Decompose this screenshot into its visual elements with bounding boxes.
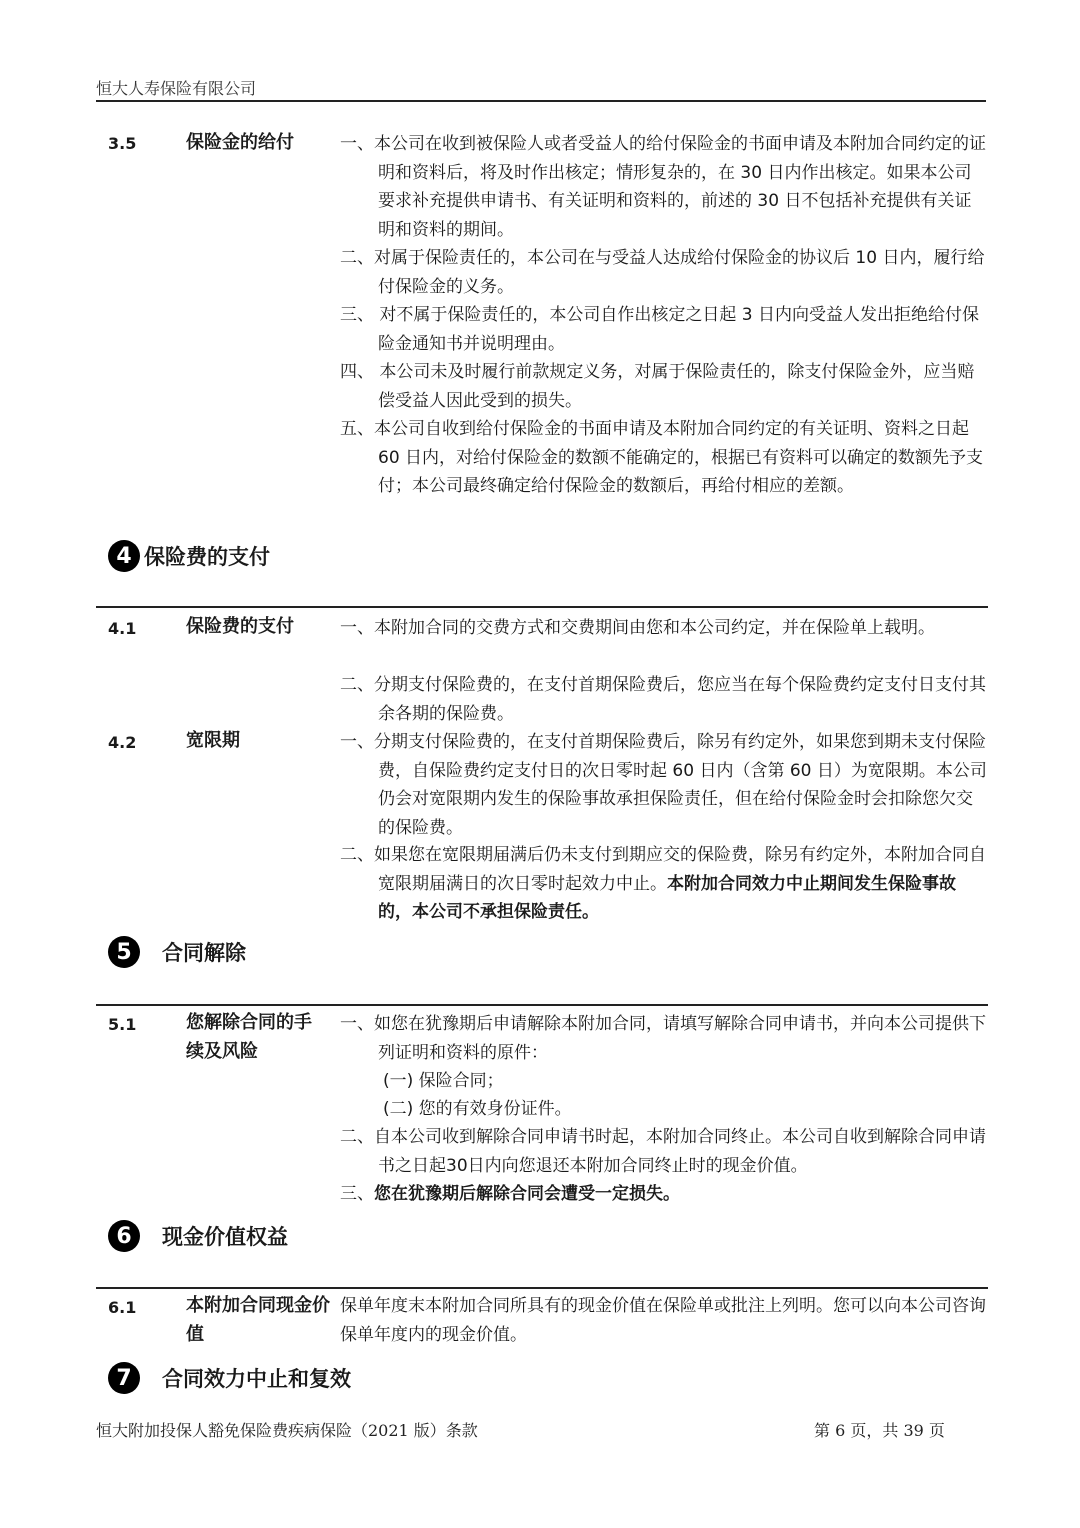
- article-item: 四、 本公司未及时履行前款规定义务，对属于保险责任的，除支付保险金外，应当赔偿受益人因此受到的损失。: [340, 362, 975, 411]
- item-text: 三、: [340, 1184, 374, 1204]
- footer-page-number: 第 6 页，共 39 页: [814, 1421, 945, 1440]
- item-emphasis: 您在犹豫期后解除合同会遭受一定损失。: [374, 1184, 680, 1204]
- article-item: 一、本附加合同的交费方式和交费期间由您和本公司约定，并在保险单上载明。: [340, 618, 935, 638]
- section-heading: [108, 540, 270, 572]
- article-title: 宽限期: [186, 730, 240, 751]
- section-heading: [108, 936, 246, 968]
- section-heading: [108, 1362, 351, 1394]
- sub-item: (一) 保险合同；: [383, 1071, 504, 1091]
- article-item: 一、本公司在收到被保险人或者受益人的给付保险金的书面申请及本附加合同约定的证明和资料后，将及时作出核定；情形复杂的，在 30 日内作出核定。如果本公司要求补充提供申请书、有关证明和资料的，前述的 30 日不包括补充提供有关证明和资料的期间。: [340, 134, 986, 240]
- item-text: 二、如果您在宽限期届满后仍未支付到期应交的保险费，除另有约定外，本附加合同自宽限期届满日的次日零时起效力中止。: [340, 845, 986, 894]
- sub-item: (二) 您的有效身份证件。: [383, 1099, 572, 1119]
- article-title: 保险费的支付: [186, 616, 294, 637]
- article-title: 保险金的给付: [186, 132, 294, 153]
- article-item: 保单年度末本附加合同所具有的现金价值在保险单或批注上列明。您可以向本公司咨询保单年度内的现金价值。: [340, 1296, 986, 1345]
- article-item: 二、自本公司收到解除合同申请书时起，本附加合同终止。本公司自收到解除合同申请书之日起30日内向您退还本附加合同终止时的现金价值。: [340, 1127, 986, 1176]
- section-title: 保险费的支付: [144, 545, 270, 569]
- section-title: 合同解除: [162, 941, 246, 965]
- article-number: 3.5: [108, 134, 137, 153]
- section-divider: [96, 606, 988, 608]
- company-header: 恒大人寿保险有限公司: [96, 79, 257, 98]
- article-number: 5.1: [108, 1015, 137, 1034]
- item-emphasis: 本附加合同效力中止期间发生保险事故的，本公司不承担保险责任。: [378, 873, 956, 922]
- article-number: 4.1: [108, 619, 137, 638]
- section-divider: [96, 1287, 988, 1289]
- header-divider: [96, 100, 986, 102]
- article-title: 您解除合同的手续及风险: [186, 1012, 312, 1062]
- article-item: [340, 841, 988, 927]
- section-heading: [108, 1220, 288, 1252]
- article-item: 一、如您在犹豫期后申请解除本附加合同，请填写解除合同申请书，并向本公司提供下列证明和资料的原件：: [340, 1014, 986, 1063]
- section-title: 现金价值权益: [162, 1225, 288, 1249]
- section-divider: [96, 1004, 988, 1006]
- article-item: [340, 1180, 988, 1209]
- section-number-badge: 5: [108, 936, 140, 968]
- article-item: 一、分期支付保险费的，在支付首期保险费后，除另有约定外，如果您到期未支付保险费，自保险费约定支付日的次日零时起 60 日内（含第 60 日）为宽限期。本公司仍会对宽限期内发生的保险事故承担保险责任，但在给付保险金时会扣除您欠交的保险费。: [340, 732, 987, 838]
- article-number: 4.2: [108, 733, 137, 752]
- article-item: 二、分期支付保险费的，在支付首期保险费后，您应当在每个保险费约定支付日支付其余各期的保险费。: [340, 675, 986, 724]
- article-item: 二、对属于保险责任的，本公司在与受益人达成给付保险金的协议后 10 日内，履行给付保险金的义务。: [340, 248, 985, 297]
- section-number-badge: 6: [108, 1220, 140, 1252]
- article-title: 本附加合同现金价值: [186, 1295, 330, 1345]
- section-title: 合同效力中止和复效: [162, 1367, 351, 1391]
- article-item: 三、 对不属于保险责任的，本公司自作出核定之日起 3 日内向受益人发出拒绝给付保险金通知书并说明理由。: [340, 305, 980, 354]
- article-item: 五、本公司自收到给付保险金的书面申请及本附加合同约定的有关证明、资料之日起 60 日内，对给付保险金的数额不能确定的，根据已有资料可以确定的数额先予支付；本公司最终确定给付保险金的数额后，再给付相应的差额。: [340, 419, 984, 496]
- section-number-badge: 7: [108, 1362, 140, 1394]
- footer-document-title: 恒大附加投保人豁免保险费疾病保险（2021 版）条款: [96, 1421, 478, 1440]
- section-number-badge: 4: [108, 540, 140, 572]
- article-number: 6.1: [108, 1298, 137, 1317]
